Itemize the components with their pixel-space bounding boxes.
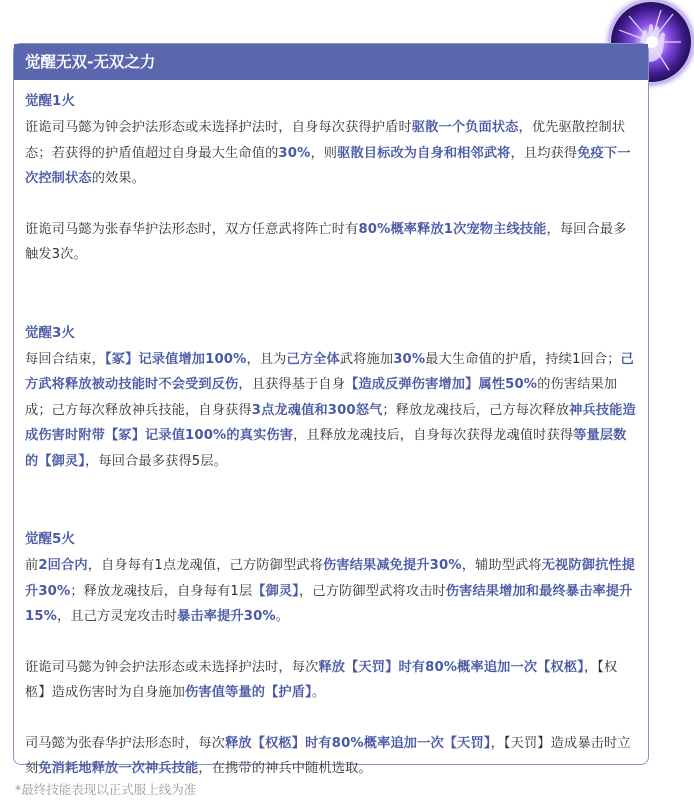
description-text: ，且均获得 <box>510 145 578 161</box>
description-text: 的效果。 <box>91 171 146 186</box>
description-text: ，辅助型武将 <box>461 558 542 573</box>
description-text: 武将施加 <box>339 351 394 367</box>
description-text: ，【天罚】造成暴击时立刻 <box>25 735 631 776</box>
highlighted-effect: 伤害值等量的【护盾】 <box>185 685 312 700</box>
highlighted-effect: 30% <box>278 145 311 161</box>
highlighted-effect: 伤害结果减免提升30% <box>322 558 462 573</box>
skill-description <box>25 655 637 706</box>
section-heading: 觉醒3火 <box>25 324 75 341</box>
highlighted-effect: 免疫下一次控制状态 <box>25 145 631 186</box>
description-text: ，优先驱散控制状态；若获得的护盾值超过自身最大生命值的 <box>25 120 626 161</box>
description-text: 司马懿为张春华护法形态时，每次 <box>25 735 226 751</box>
highlighted-effect: 暴击率提升30% <box>177 609 276 624</box>
description-text: ，且释放龙魂技后，自身每次获得龙魂值时获得 <box>293 428 574 443</box>
description-text: 诳诡司马懿为钟会护法形态或未选择护法时，每次 <box>25 659 319 675</box>
description-text: 诳诡司马懿为张春华护法形态时，双方任意武将阵亡时有 <box>25 221 359 237</box>
description-text: ，【权柩】造成伤害时为自身施加 <box>25 659 618 700</box>
description-text: 的伤害结果加成；己方每次释放神兵技能，自身获得 <box>25 377 618 418</box>
awakening-section <box>25 322 637 475</box>
description-text: 前 <box>25 558 39 573</box>
description-text: ，每回合最多触发3次。 <box>25 221 627 262</box>
description-text: ，且为 <box>246 351 287 367</box>
highlighted-effect: 80%概率释放1次宠物主线技能 <box>358 221 547 237</box>
card-title: 觉醒无双-无双之力 <box>14 44 648 80</box>
description-text: 。 <box>311 685 326 700</box>
description-text: ，在携带的神兵中随机选取。 <box>198 761 372 776</box>
section-heading: 觉醒5火 <box>25 531 75 547</box>
highlighted-effect: 释放【天罚】时有80%概率追加一次【权柩】 <box>318 659 584 675</box>
footnote: *最终技能表现以正式服上线为准 <box>15 782 197 797</box>
highlighted-effect: 释放【权柩】时有80%概率追加一次【天罚】 <box>225 735 491 751</box>
highlighted-effect: 3点龙魂值和300怒气 <box>251 402 383 418</box>
highlighted-effect: 驱散一个负面状态 <box>411 120 519 135</box>
highlighted-effect: 神兵技能造成伤害时附带【冢】记录值100%的真实伤害 <box>25 402 636 443</box>
description-text: 每回合结束， <box>25 351 106 367</box>
highlighted-effect: 【御灵】 <box>252 583 300 599</box>
awakening-section <box>25 90 637 268</box>
awakening-section <box>25 528 637 782</box>
description-text: ，则 <box>310 145 338 161</box>
section-heading: 觉醒1火 <box>25 93 75 109</box>
description-text: 。 <box>275 609 290 624</box>
description-text: ；释放龙魂技后，自身每有1层 <box>70 583 253 599</box>
highlighted-effect: 免消耗地释放一次神兵技能 <box>38 761 199 776</box>
highlighted-effect: 30% <box>393 351 426 367</box>
description-text: ；释放龙魂技后，己方每次释放 <box>382 402 570 418</box>
card-body <box>14 80 648 782</box>
description-text: ，且获得基于自身 <box>238 377 346 392</box>
highlighted-effect: 等量层数的【御灵】 <box>25 428 627 469</box>
highlighted-effect: 无视防御抗性提升30% <box>25 558 636 599</box>
highlighted-effect: 【冢】记录值增加100% <box>105 351 247 367</box>
skill-description <box>25 115 637 192</box>
skill-description <box>25 347 637 475</box>
highlighted-effect: 伤害结果增加和最终暴击率提升15% <box>25 583 633 624</box>
skill-description <box>25 731 637 782</box>
description-text: 诳诡司马懿为钟会护法形态或未选择护法时，自身每次获得护盾时 <box>25 120 412 135</box>
description-text: ，且己方灵宠攻击时 <box>57 609 178 624</box>
skill-description <box>25 217 637 268</box>
highlighted-effect: 2回合内 <box>38 558 88 573</box>
description-text: ，自身每有1点龙魂值，己方防御型武将 <box>87 558 323 573</box>
highlighted-effect: 己方武将释放被动技能时不会受到反伤 <box>25 351 634 392</box>
description-text: 最大生命值的护盾，持续1回合； <box>425 351 621 367</box>
description-text: ，己方防御型武将攻击时 <box>299 583 446 599</box>
description-text: ，每回合最多获得5层。 <box>85 453 228 469</box>
skill-description <box>25 553 637 630</box>
highlighted-effect: 驱散目标改为自身和相邻武将 <box>337 145 511 161</box>
highlighted-effect: 己方全体 <box>286 351 340 367</box>
highlighted-effect: 【造成反弹伤害增加】属性50% <box>345 377 538 392</box>
skill-card <box>13 43 649 776</box>
